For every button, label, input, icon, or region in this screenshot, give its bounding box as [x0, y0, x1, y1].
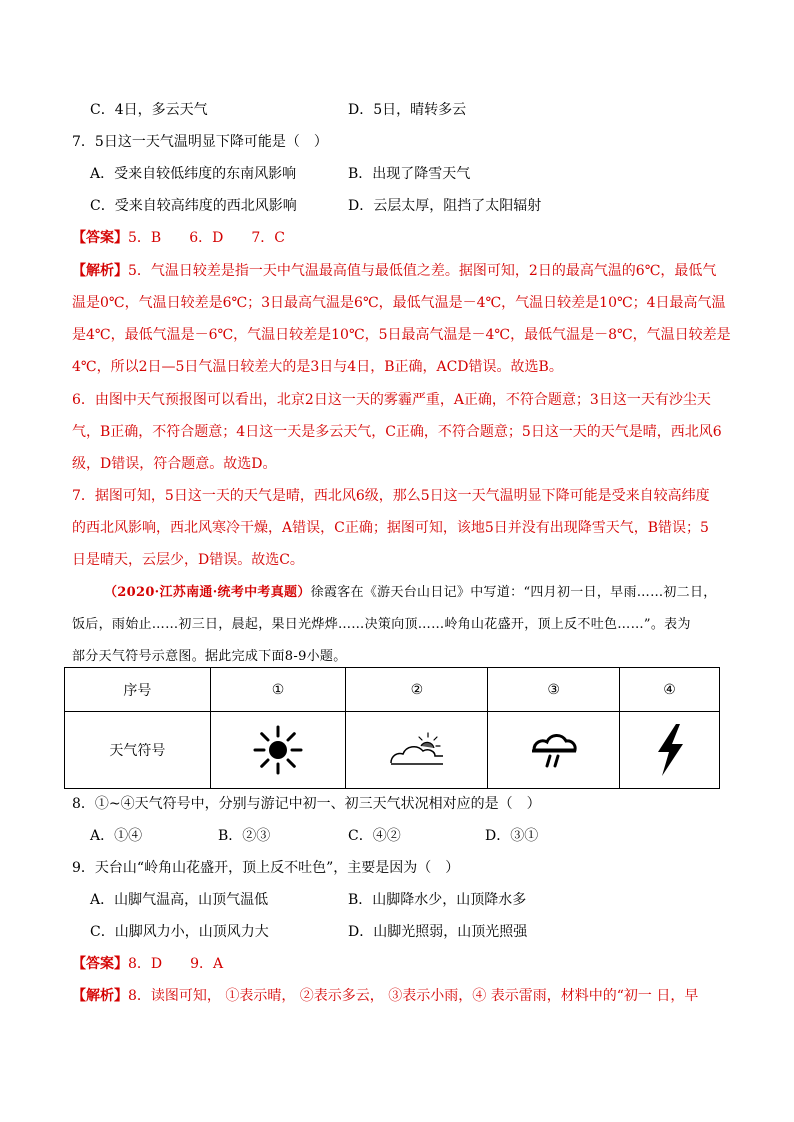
symbol-row-label: 天气符号	[65, 712, 211, 789]
analysis-line: 4℃，所以2日—5日气温日较差大的是3日与4日，B正确，ACD错误。故选B。	[72, 359, 563, 375]
intro-line: 部分天气符号示意图。据此完成下面8-9小题。	[72, 649, 347, 664]
answer-tag: 【答案】	[72, 230, 128, 246]
q8-option-b: B．②③	[218, 828, 271, 844]
q9-option-a: A．山脚气温高，山顶气温低	[90, 892, 269, 908]
header-cell-label: 序号	[65, 668, 211, 712]
q7-option-c: C．受来自较高纬度的西北风影响	[90, 198, 297, 214]
q8-stem: 8．①~④天气符号中，分别与游记中初一、初三天气状况相对应的是（ ）	[72, 796, 541, 812]
q9-stem: 9．天台山“岭角山花盛开，顶上反不吐色”，主要是因为（ ）	[72, 860, 460, 876]
analysis-line	[72, 986, 698, 1006]
header-cell-4: ④	[620, 668, 720, 712]
intro-text: 徐霞客在《游天台山日记》中写道：“四月初一日，早雨……初二日，	[310, 585, 717, 600]
analysis-line: 级，D错误，符合题意。故选D。	[72, 456, 277, 472]
q8-option-c: C．④②	[348, 828, 401, 844]
header-cell-3: ③	[488, 668, 620, 712]
analysis-tag: 【解析】	[72, 263, 128, 279]
analysis-line: 是4℃，最低气温是－6℃，气温日较差是10℃，5日最高气温是－4℃，最低气温是－8℃，气温日较差是	[72, 327, 731, 343]
analysis-line: 温是0℃，气温日较差是6℃；3日最高气温是6℃，最低气温是－4℃，气温日较差是10℃；4日最高气温	[72, 295, 726, 311]
q6-option-d: D．5日，晴转多云	[348, 102, 467, 118]
analysis-line: 日是晴天，云层少，D错误。故选C。	[72, 552, 304, 568]
question-source: （2020·江苏南通·统考中考真题）	[104, 585, 311, 600]
q9-option-b: B．山脚降水少，山顶降水多	[348, 892, 527, 908]
q9-option-c: C．山脚风力小，山顶风力大	[90, 924, 269, 940]
answer-8-9	[72, 954, 223, 974]
answer-tag: 【答案】	[72, 956, 128, 972]
answer-text: 5．B 6．D 7．C	[128, 230, 285, 246]
symbol-cell-2	[346, 712, 488, 789]
q6-option-c: C．4日，多云天气	[90, 102, 208, 118]
q7-stem: 7．5日这一天气温明显下降可能是（ ）	[72, 134, 328, 150]
answer-5-7	[72, 228, 285, 248]
analysis-line: 的西北风影响，西北风寒冷干燥，A错误，C正确；据图可知，该地5日并没有出现降雪天气，B错误；5	[72, 520, 709, 536]
header-cell-2: ②	[346, 668, 488, 712]
lightning-icon	[650, 722, 690, 778]
symbol-cell-1	[210, 712, 346, 789]
partly-cloudy-icon	[387, 730, 447, 770]
q7-option-a: A．受来自较低纬度的东南风影响	[90, 166, 297, 182]
q8-option-d: D．③①	[485, 828, 539, 844]
q9-option-d: D．山脚光照弱，山顶光照强	[348, 924, 528, 940]
weather-symbol-table	[64, 667, 720, 789]
rain-icon	[528, 728, 580, 772]
analysis-tag: 【解析】	[72, 988, 128, 1004]
answer-text: 8．D 9．A	[128, 956, 224, 972]
q7-option-b: B．出现了降雪天气	[348, 166, 471, 182]
analysis-line	[72, 261, 716, 281]
question-intro	[104, 583, 717, 603]
symbol-cell-4	[620, 712, 720, 789]
analysis-text: 5．气温日较差是指一天中气温最高值与最低值之差。据图可知，2日的最高气温的6℃，最低气	[128, 263, 717, 279]
q7-option-d: D．云层太厚，阻挡了太阳辐射	[348, 198, 542, 214]
analysis-line: 6．由图中天气预报图可以看出，北京2日这一天的雾霾严重，A正确，不符合题意；3日这一天有沙尘天	[72, 392, 711, 408]
sun-icon	[252, 724, 304, 776]
analysis-line: 7．据图可知，5日这一天的天气是晴，西北风6级，那么5日这一天气温明显下降可能是受来自较高纬度	[72, 488, 710, 504]
q8-option-a: A．①④	[90, 828, 143, 844]
intro-line: 饭后，雨始止……初三日，晨起，果日光烨烨……决策向顶……岭角山花盛开，顶上反不吐色……”。表为	[72, 617, 691, 632]
analysis-text: 8．读图可知， ①表示晴， ②表示多云， ③表示小雨，④ 表示雷雨，材料中的“初一 日，早	[128, 988, 699, 1004]
header-cell-1: ①	[210, 668, 346, 712]
analysis-line: 气，B正确，不符合题意；4日这一天是多云天气，C正确，不符合题意；5日这一天的天气是晴，西北风6	[72, 424, 722, 440]
symbol-cell-3	[488, 712, 620, 789]
